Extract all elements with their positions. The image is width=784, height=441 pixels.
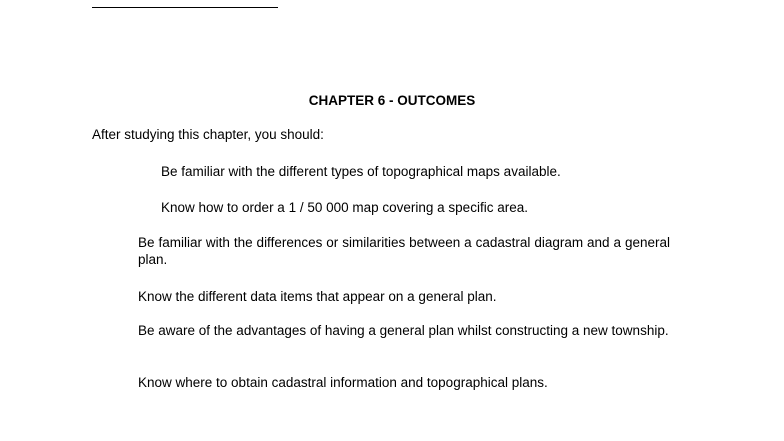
outcome-item: Know how to order a 1 / 50 000 map covering a specific area. (161, 200, 528, 215)
outcome-item: Be aware of the advantages of having a general plan whilst constructing a new township. (138, 323, 669, 338)
chapter-title: CHAPTER 6 - OUTCOMES (308, 93, 476, 108)
outcome-item: Be familiar with the different types of topographical maps available. (161, 164, 561, 179)
outcome-item: Be familiar with the differences or similarities between a cadastral diagram and a general plan. (138, 235, 670, 267)
header-rule (92, 7, 278, 8)
outcome-item: Know where to obtain cadastral information and topographical plans. (138, 375, 548, 390)
intro-text: After studying this chapter, you should: (92, 127, 324, 142)
outcome-item: Know the different data items that appear on a general plan. (138, 289, 497, 304)
